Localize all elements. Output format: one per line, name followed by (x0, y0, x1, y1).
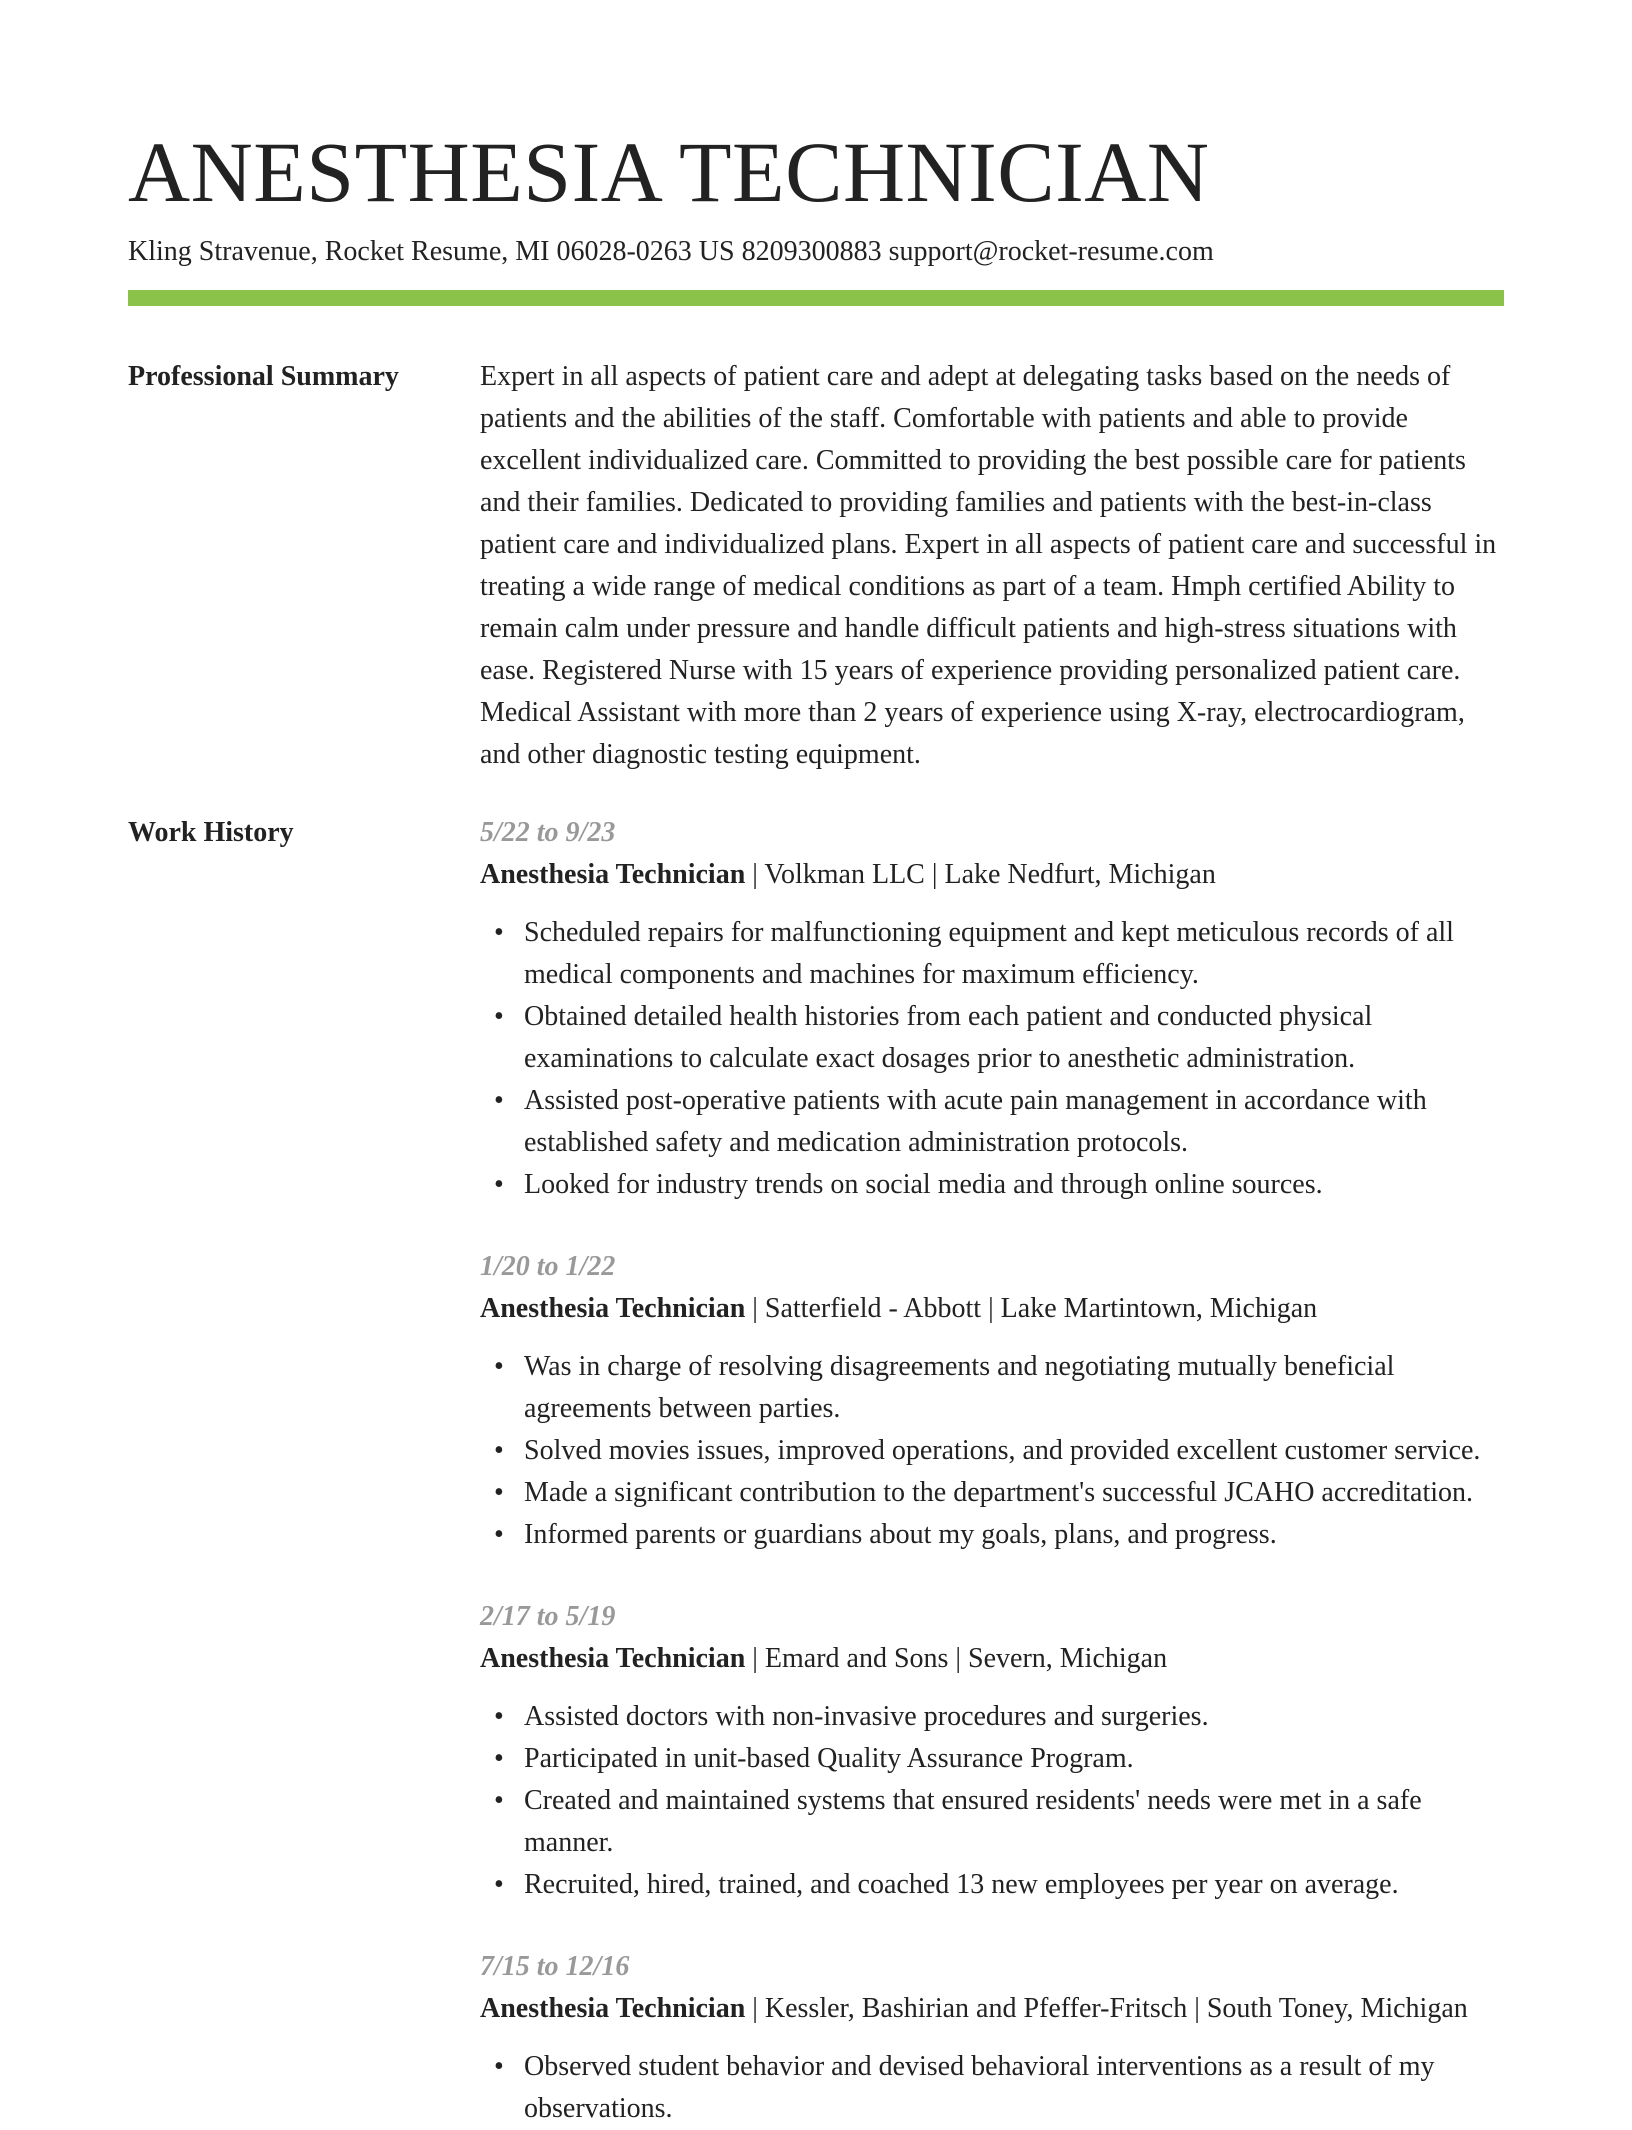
job-entry (480, 1246, 1504, 1556)
list-item (494, 912, 1504, 996)
bullet-icon: • (494, 1477, 504, 1508)
list-item (494, 1164, 1504, 1206)
list-item (494, 1738, 1504, 1780)
section-title-work-history: Work History (128, 817, 294, 848)
bullet-text: Made a significant contribution to the department's successful JCAHO accreditation. (524, 1477, 1474, 1508)
job-title: Anesthesia Technician (480, 1643, 746, 1674)
list-item (494, 1514, 1504, 1556)
job-entry (480, 1946, 1504, 2130)
resume-name: ANESTHESIA TECHNICIAN (128, 124, 1210, 220)
bullet-text: Obtained detailed health histories from each patient and conducted physical examinations to calculate exact dosages prior to anesthetic administration. (524, 1001, 1373, 1074)
professional-summary-section (128, 356, 1504, 776)
bullet-text: Informed parents or guardians about my goals, plans, and progress. (524, 1519, 1277, 1550)
job-bullets (480, 912, 1504, 1206)
bullet-icon: • (494, 1001, 504, 1032)
list-item (494, 1864, 1504, 1906)
job-bullets (480, 1696, 1504, 1906)
bullet-icon: • (494, 1743, 504, 1774)
job-company-location: | Volkman LLC | Lake Nedfurt, Michigan (745, 859, 1216, 890)
list-item (494, 1780, 1504, 1864)
job-dates: 7/15 to 12/16 (480, 1951, 630, 1982)
job-dates: 1/20 to 1/22 (480, 1251, 616, 1282)
job-title: Anesthesia Technician (480, 1993, 746, 2024)
bullet-icon: • (494, 1169, 504, 1200)
summary-body (480, 356, 1504, 776)
bullet-text: Assisted post-operative patients with acute pain management in accordance with established safety and medication administration protocols. (524, 1085, 1427, 1158)
list-item (494, 1346, 1504, 1430)
bullet-icon: • (494, 1351, 504, 1382)
list-item (494, 1472, 1504, 1514)
bullet-text: Assisted doctors with non-invasive procedures and surgeries. (524, 1701, 1209, 1732)
bullet-icon: • (494, 917, 504, 948)
bullet-icon: • (494, 2051, 504, 2082)
job-company-location: | Emard and Sons | Severn, Michigan (745, 1643, 1168, 1674)
bullet-text: Scheduled repairs for malfunctioning equipment and kept meticulous records of all medical components and machines for maximum efficiency. (524, 917, 1454, 990)
bullet-text: Looked for industry trends on social media and through online sources. (524, 1169, 1323, 1200)
list-item (494, 996, 1504, 1080)
bullet-icon: • (494, 1085, 504, 1116)
work-history-list (480, 812, 1504, 2130)
job-heading (480, 1288, 1504, 1330)
bullet-icon: • (494, 1435, 504, 1466)
job-company-location: | Kessler, Bashirian and Pfeffer-Fritsch | South Toney, Michigan (745, 1993, 1468, 2024)
bullet-text: Recruited, hired, trained, and coached 13 new employees per year on average. (524, 1869, 1399, 1900)
resume-page (128, 0, 1504, 2130)
contact-line: Kling Stravenue, Rocket Resume, MI 06028-0263 US 8209300883 support@rocket-resume.com (128, 236, 1214, 267)
job-title: Anesthesia Technician (480, 1293, 746, 1324)
bullet-text: Participated in unit-based Quality Assurance Program. (524, 1743, 1134, 1774)
summary-text: Expert in all aspects of patient care and adept at delegating tasks based on the needs of patients and the abilities of the staff. Comfortable with patients and able to provide excellent individualized care. Committed to providing the best possible care for patients and their families. Dedicated to providing families and patients with the best-in-class patient care and individualized plans. Expert in all aspects of patient care and successful in treating a wide range of medical conditions as part of a team. Hmph certified Ability to remain calm under pressure and handle difficult patients and high-stress situations with ease. Registered Nurse with 15 years of experience providing personalized patient care. Medical Assistant with more than 2 years of experience using X-ray, electrocardiogram, and other diagnostic testing equipment. (480, 361, 1497, 770)
bullet-text: Observed student behavior and devised behavioral interventions as a result of my observations. (524, 2051, 1435, 2124)
job-entry (480, 812, 1504, 1206)
job-heading (480, 1988, 1504, 2030)
work-history-section (128, 812, 1504, 2130)
header-divider (128, 290, 1504, 306)
bullet-icon: • (494, 1519, 504, 1550)
job-dates: 2/17 to 5/19 (480, 1601, 616, 1632)
job-title: Anesthesia Technician (480, 859, 746, 890)
bullet-icon: • (494, 1869, 504, 1900)
section-title-summary: Professional Summary (128, 361, 399, 392)
bullet-icon: • (494, 1701, 504, 1732)
job-heading (480, 854, 1504, 896)
bullet-text: Solved movies issues, improved operations, and provided excellent customer service. (524, 1435, 1481, 1466)
job-bullets (480, 2046, 1504, 2130)
list-item (494, 2046, 1504, 2130)
list-item (494, 1080, 1504, 1164)
bullet-text: Created and maintained systems that ensured residents' needs were met in a safe manner. (524, 1785, 1422, 1858)
job-company-location: | Satterfield - Abbott | Lake Martintown, Michigan (745, 1293, 1318, 1324)
job-bullets (480, 1346, 1504, 1556)
job-heading (480, 1638, 1504, 1680)
job-entry (480, 1596, 1504, 1906)
list-item (494, 1696, 1504, 1738)
bullet-icon: • (494, 1785, 504, 1816)
bullet-text: Was in charge of resolving disagreements and negotiating mutually beneficial agreements between parties. (524, 1351, 1395, 1424)
list-item (494, 1430, 1504, 1472)
job-dates: 5/22 to 9/23 (480, 817, 616, 848)
